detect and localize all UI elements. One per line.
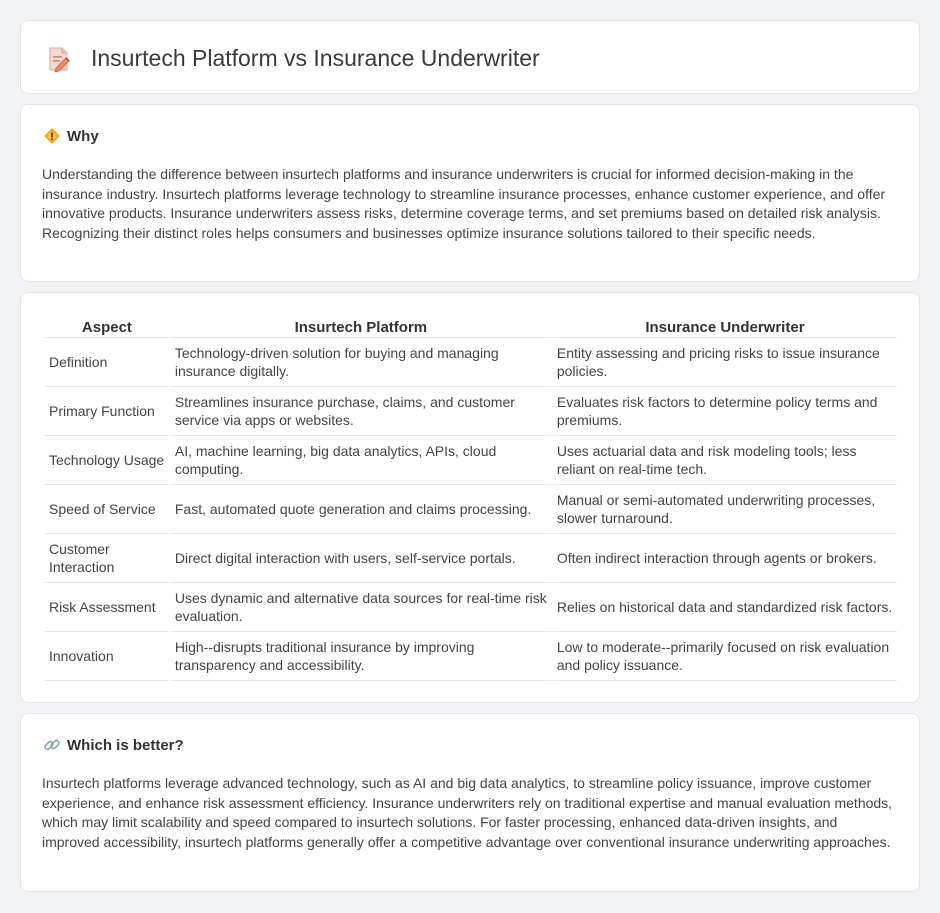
table-row xyxy=(45,436,897,485)
underwriter-cell: Relies on historical data and standardized risk factors. xyxy=(553,583,897,632)
why-card xyxy=(20,104,920,282)
why-heading-row xyxy=(43,127,99,145)
diamond-warning-icon xyxy=(43,127,61,145)
insurtech-cell: AI, machine learning, big data analytics, APIs, cloud computing. xyxy=(171,436,551,485)
header-row xyxy=(47,45,540,72)
aspect-cell: Innovation xyxy=(45,632,169,681)
comparison-table xyxy=(43,317,899,681)
aspect-cell: Technology Usage xyxy=(45,436,169,485)
column-header-underwriter: Insurance Underwriter xyxy=(553,317,897,338)
insurtech-cell: Fast, automated quote generation and claims processing. xyxy=(171,485,551,534)
better-text: Insurtech platforms leverage advanced technology, such as AI and big data analytics, to streamline policy issuance, improve customer experience, and enhance risk assessment efficiency. Insurance underwriters rely on traditional expertise and manual evaluation methods, which may limit scalability and speed compared to insurtech solutions. For faster processing, enhanced data-driven insights, and improved accessibility, insurtech platforms generally offer a competitive advantage over conventional insurance underwriting approaches. xyxy=(42,775,893,850)
document-pencil-icon xyxy=(47,46,71,72)
table-row xyxy=(45,338,897,387)
better-heading: Which is better? xyxy=(67,736,184,754)
table-row xyxy=(45,632,897,681)
page-title: Insurtech Platform vs Insurance Underwriter xyxy=(91,45,540,71)
underwriter-cell: Manual or semi-automated underwriting processes, slower turnaround. xyxy=(553,485,897,534)
comparison-card xyxy=(20,292,920,703)
aspect-cell: Risk Assessment xyxy=(45,583,169,632)
better-heading-row xyxy=(43,736,184,754)
aspect-cell: Speed of Service xyxy=(45,485,169,534)
which-better-card xyxy=(20,713,920,892)
table-row xyxy=(45,387,897,436)
column-header-aspect: Aspect xyxy=(45,317,169,338)
underwriter-cell: Evaluates risk factors to determine policy terms and premiums. xyxy=(553,387,897,436)
insurtech-cell: Uses dynamic and alternative data sources for real-time risk evaluation. xyxy=(171,583,551,632)
underwriter-cell: Low to moderate--primarily focused on risk evaluation and policy issuance. xyxy=(553,632,897,681)
table-header-row xyxy=(45,317,897,338)
insurtech-cell: Streamlines insurance purchase, claims, and customer service via apps or websites. xyxy=(171,387,551,436)
underwriter-cell: Entity assessing and pricing risks to issue insurance policies. xyxy=(553,338,897,387)
insurtech-cell: Technology-driven solution for buying and managing insurance digitally. xyxy=(171,338,551,387)
table-row xyxy=(45,534,897,583)
aspect-cell: Primary Function xyxy=(45,387,169,436)
aspect-cell: Definition xyxy=(45,338,169,387)
underwriter-cell: Often indirect interaction through agents or brokers. xyxy=(553,534,897,583)
why-text: Understanding the difference between insurtech platforms and insurance underwriters is crucial for informed decision-making in the insurance industry. Insurtech platforms leverage technology to streamline insurance processes, enhance customer experience, and offer innovative products. Insurance underwriters assess risks, determine coverage terms, and set premiums based on detailed risk analysis. Recognizing their distinct roles helps consumers and businesses optimize insurance solutions tailored to their specific needs. xyxy=(42,166,886,241)
insurtech-cell: High--disrupts traditional insurance by improving transparency and accessibility. xyxy=(171,632,551,681)
table-row xyxy=(45,485,897,534)
column-header-insurtech: Insurtech Platform xyxy=(171,317,551,338)
insurtech-cell: Direct digital interaction with users, self-service portals. xyxy=(171,534,551,583)
why-heading: Why xyxy=(67,127,99,145)
header-card xyxy=(20,20,920,94)
table-row xyxy=(45,583,897,632)
aspect-cell: Customer Interaction xyxy=(45,534,169,583)
underwriter-cell: Uses actuarial data and risk modeling tools; less reliant on real-time tech. xyxy=(553,436,897,485)
link-icon xyxy=(43,736,61,754)
